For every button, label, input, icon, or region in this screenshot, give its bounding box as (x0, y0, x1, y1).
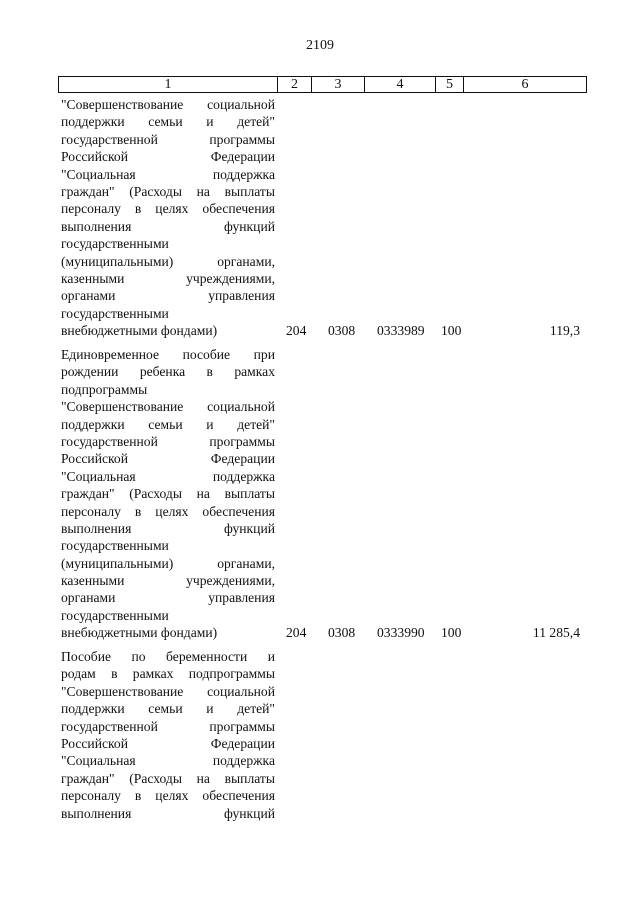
row-description (61, 648, 275, 822)
amount-value: 11 285,4 (532, 625, 580, 640)
section-code: 204 (286, 323, 307, 338)
description-line: персоналу в целях обеспечения (61, 503, 275, 519)
page-number: 2109 (306, 38, 334, 53)
row-description (61, 346, 275, 642)
target-article-code: 0333989 (377, 323, 425, 338)
target-article-code: 0333990 (377, 625, 425, 640)
column-header-6: 6 (464, 77, 587, 93)
description-line: государственными (61, 236, 169, 252)
description-line: "Социальная поддержка (61, 753, 275, 769)
description-line: казенными учреждениями, (61, 573, 275, 589)
description-line: родам в рамках подпрограммы (61, 666, 275, 682)
description-line: Единовременное пособие при (61, 347, 275, 362)
column-header-2: 2 (278, 77, 312, 93)
description-line: внебюджетными фондами) (61, 323, 218, 339)
description-line: "Совершенствование социальной (61, 683, 275, 699)
column-header-1: 1 (59, 77, 278, 93)
description-line: внебюджетными фондами) (61, 625, 218, 641)
description-line: "Социальная поддержка (61, 468, 275, 484)
expense-type-code: 100 (441, 625, 462, 640)
description-line: государственной программы (61, 718, 275, 734)
description-line: поддержки семьи и детей" (61, 416, 275, 432)
description-line: выполнения функций (61, 218, 275, 234)
column-header-5: 5 (436, 77, 464, 93)
section-code: 204 (286, 625, 307, 640)
description-line: государственными (61, 305, 169, 321)
description-line: государственными (61, 538, 169, 554)
description-line: граждан" (Расходы на выплаты (61, 770, 275, 786)
description-line: Российской Федерации (61, 735, 275, 751)
description-line: персоналу в целях обеспечения (61, 788, 275, 804)
column-header-table (58, 76, 587, 93)
description-line: органами управления (61, 590, 275, 606)
description-line: подпрограммы (61, 381, 148, 397)
description-line: (муниципальными) органами, (61, 253, 275, 269)
description-line: поддержки семьи и детей" (61, 701, 275, 717)
description-line: выполнения функций (61, 520, 275, 536)
description-line: Пособие по беременности и (61, 649, 275, 664)
amount-value: 119,3 (549, 323, 580, 338)
description-line: государственной программы (61, 131, 275, 147)
row-description (61, 96, 275, 339)
description-line: граждан" (Расходы на выплаты (61, 486, 275, 502)
description-line: Российской Федерации (61, 451, 275, 467)
column-header-row (59, 77, 587, 93)
expense-type-code: 100 (441, 323, 462, 338)
description-line: государственной программы (61, 433, 275, 449)
subsection-code: 0308 (328, 625, 356, 640)
description-line: (муниципальными) органами, (61, 555, 275, 571)
subsection-code: 0308 (328, 323, 356, 338)
description-line: персоналу в целях обеспечения (61, 201, 275, 217)
description-line: выполнения функций (61, 805, 275, 821)
column-header-3: 3 (312, 77, 365, 93)
description-line: граждан" (Расходы на выплаты (61, 183, 275, 199)
description-line: рождении ребенка в рамках (61, 364, 275, 380)
description-line: Российской Федерации (61, 149, 275, 165)
description-line: государственными (61, 607, 169, 623)
description-line: поддержки семьи и детей" (61, 114, 275, 130)
description-line: "Социальная поддержка (61, 166, 275, 182)
column-header-4: 4 (365, 77, 436, 93)
description-line: "Совершенствование социальной (61, 97, 275, 112)
description-line: казенными учреждениями, (61, 270, 275, 286)
description-line: "Совершенствование социальной (61, 399, 275, 415)
description-line: органами управления (61, 288, 275, 304)
